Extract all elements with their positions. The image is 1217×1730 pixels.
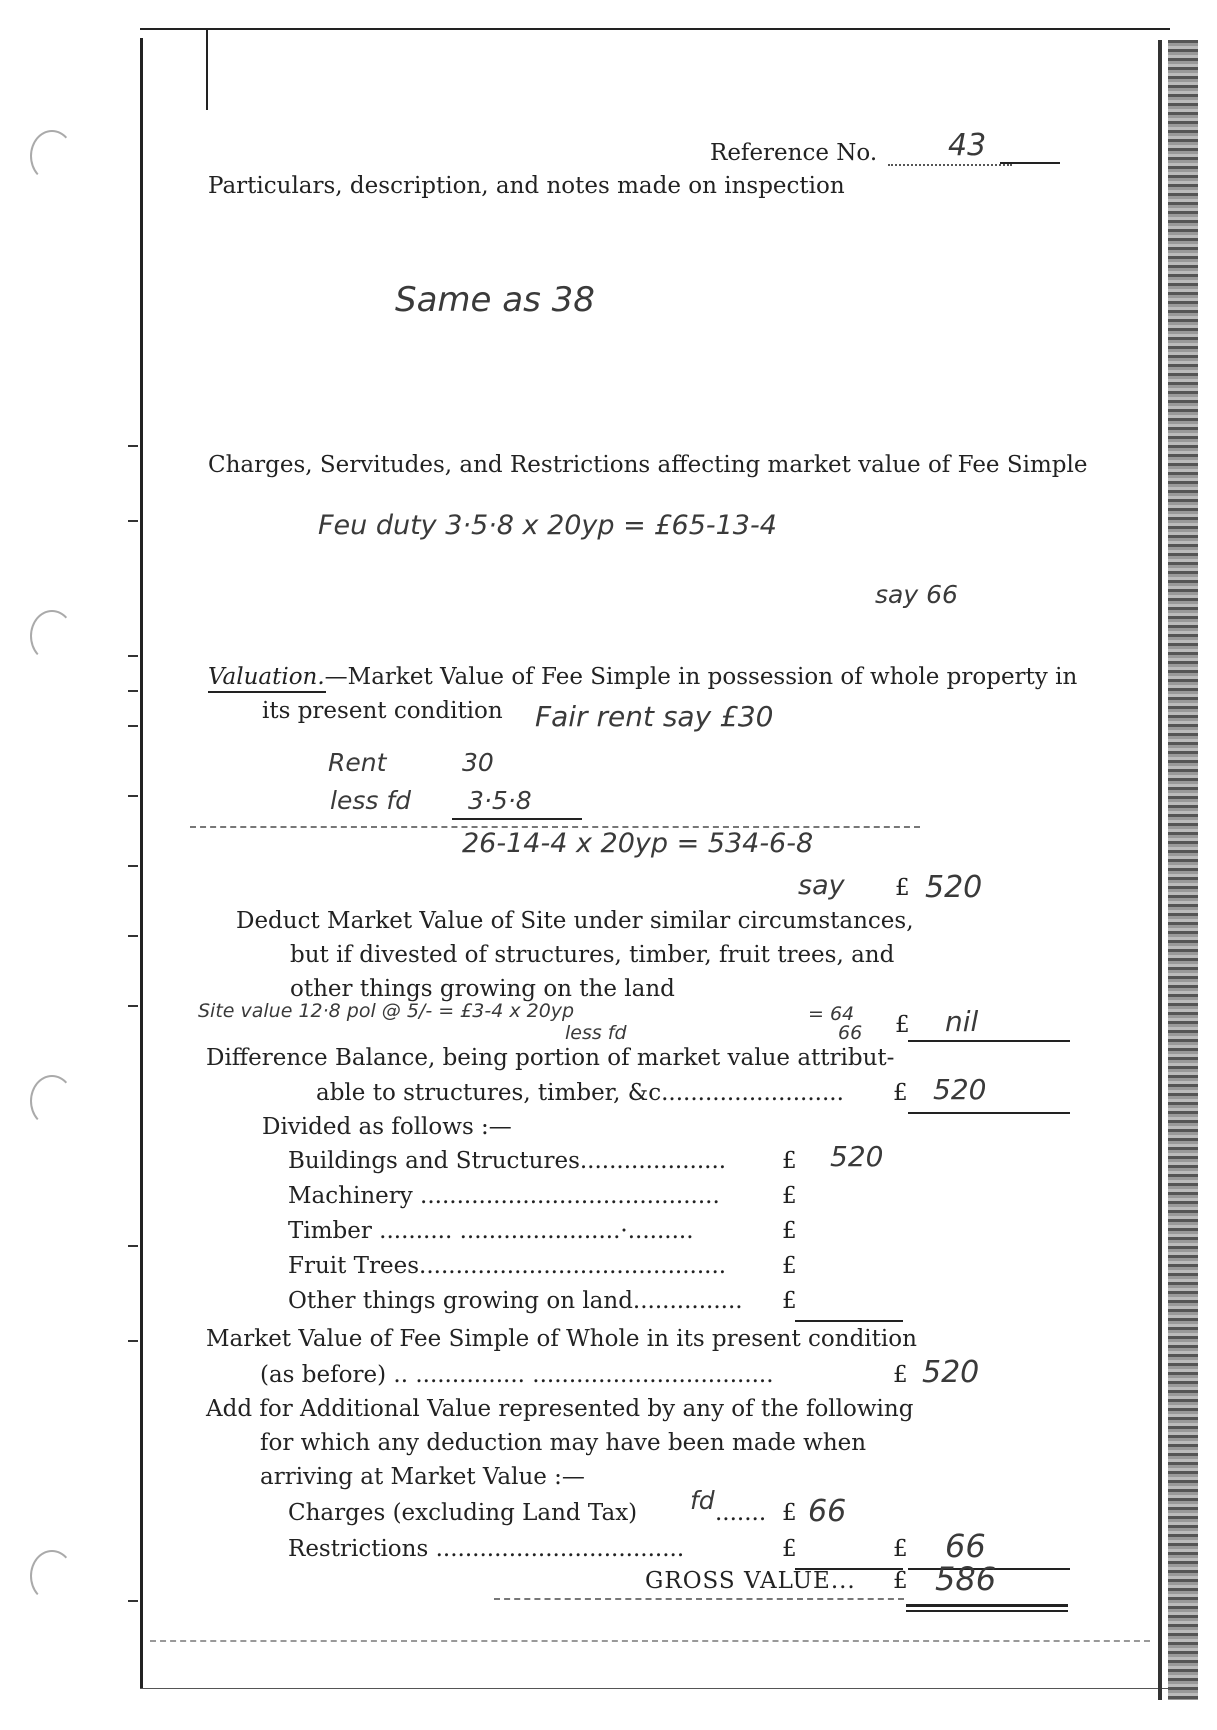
punch-hole-2 [30,610,74,662]
site-less-fd-note: less fd [565,1022,627,1044]
gross-label: GROSS VALUE... [645,1568,856,1594]
site-result-top: = 64 [808,1003,855,1025]
gross-double-line-bottom [906,1610,1068,1612]
valuation-label-underline [208,691,326,693]
gross-value: 586 [935,1560,997,1598]
difference-value-line [908,1112,1070,1114]
charges-excl-currency: £ [782,1500,797,1526]
margin-tick [128,725,138,727]
reference-label: Reference No. [710,140,878,166]
say-value-label: say [798,870,845,901]
punch-hole-1 [30,130,74,182]
additional-line3: arriving at Market Value :— [260,1464,585,1490]
charges-excl-value: 66 [808,1494,847,1529]
divided-total-line [795,1320,903,1322]
divided-item-currency: £ [782,1218,797,1244]
valuation-heading-rest: —Market Value of Fee Simple in possession of whole property in [324,664,1078,690]
particulars-note: Same as 38 [395,280,595,320]
market-whole-line1: Market Value of Fee Simple of Whole in its present condition [206,1326,917,1352]
charges-heading: Charges, Servitudes, and Restrictions affecting market value of Fee Simple [208,452,1088,478]
divided-item-label: Timber .......... ......................·......... [288,1218,694,1244]
valuation-heading-line2: its present condition [262,698,503,724]
gross-dashed-separator [494,1598,904,1600]
additional-line2: for which any deduction may have been made when [260,1430,867,1456]
divided-item-label: Other things growing on land............... [288,1288,743,1314]
market-whole-currency: £ [893,1362,908,1388]
reference-dotted-line [888,164,1012,166]
margin-tick [128,445,138,447]
gross-double-line-top [906,1604,1068,1607]
right-page-edge-shadow [1168,40,1198,1700]
divided-item-currency: £ [782,1288,797,1314]
additional-total-currency: £ [893,1536,908,1562]
particulars-heading: Particulars, description, and notes made on inspection [208,173,845,199]
footer-dashed-line [150,1640,1150,1642]
difference-value: 520 [933,1073,987,1106]
fair-rent-note: Fair rent say £30 [535,700,774,733]
margin-tick [128,1005,138,1007]
margin-tick [128,690,138,692]
deduct-value: nil [945,1005,979,1038]
net-rent-calculation: 26-14-4 x 20yp = 534-6-8 [462,828,814,859]
punch-hole-4 [30,1550,74,1602]
additional-line1: Add for Additional Value represented by any of the following [206,1396,914,1422]
charges-excl-dots: ....... [715,1500,767,1526]
divided-item-value: 520 [830,1140,884,1173]
charges-calculation: Feu duty 3·5·8 x 20yp = £65-13-4 [318,510,777,541]
margin-tick [128,1340,138,1342]
valuation-label: Valuation. [208,664,325,690]
divided-heading: Divided as follows :— [262,1114,512,1140]
charges-excl-fd: fd [690,1486,715,1515]
bottom-border-line [140,1688,1170,1689]
top-border-line [140,28,1170,30]
rent-subtotal-line [452,818,582,820]
difference-line1: Difference Balance, being portion of market value attribut- [206,1045,895,1071]
rent-value: 30 [462,748,494,777]
valuation-heading [208,664,1077,690]
right-page-edge [1158,40,1162,1700]
deduct-line1: Deduct Market Value of Site under similar circumstances, [236,908,914,934]
site-result-bottom: 66 [838,1022,863,1044]
rent-label: Rent [328,748,387,777]
margin-tick [128,865,138,867]
margin-tick [128,935,138,937]
less-fd-label: less fd [330,786,411,815]
gross-currency: £ [893,1568,908,1594]
market-whole-line2: (as before) .. ............... ................................. [260,1362,774,1388]
divided-item-currency: £ [782,1148,797,1174]
reference-value: 43 [948,128,987,163]
say-value: 520 [925,870,983,905]
punch-hole-3 [30,1075,74,1127]
market-whole-value: 520 [922,1355,980,1390]
site-value-note: Site value 12·8 pol @ 5/- = £3-4 x 20yp [198,1000,575,1022]
margin-tick [128,520,138,522]
restrictions-label: Restrictions .................................. [288,1536,685,1562]
margin-tick [128,1245,138,1247]
margin-tick [128,1600,138,1602]
divided-item-label: Buildings and Structures.................... [288,1148,727,1174]
left-border-line [140,38,143,1688]
divided-item-label: Fruit Trees.......................................... [288,1253,727,1279]
deduct-currency: £ [895,1012,910,1038]
less-fd-value: 3·5·8 [468,786,532,815]
difference-line2: able to structures, timber, &c......................... [316,1080,844,1106]
restrictions-currency: £ [782,1536,797,1562]
deduct-line3: other things growing on the land [290,976,675,1002]
divided-item-label: Machinery ......................................... [288,1183,720,1209]
divided-item-currency: £ [782,1183,797,1209]
charges-say: say 66 [875,580,958,609]
margin-tick [128,795,138,797]
margin-tick [128,655,138,657]
inner-left-mark [206,30,208,110]
charges-excl-label: Charges (excluding Land Tax) [288,1500,638,1526]
reference-underline [1000,162,1060,164]
deduct-value-line [908,1040,1070,1042]
deduct-line2: but if divested of structures, timber, fruit trees, and [290,942,895,968]
additional-total-value: 66 [945,1527,986,1565]
difference-currency: £ [893,1080,908,1106]
say-value-currency: £ [895,875,910,901]
divided-item-currency: £ [782,1253,797,1279]
